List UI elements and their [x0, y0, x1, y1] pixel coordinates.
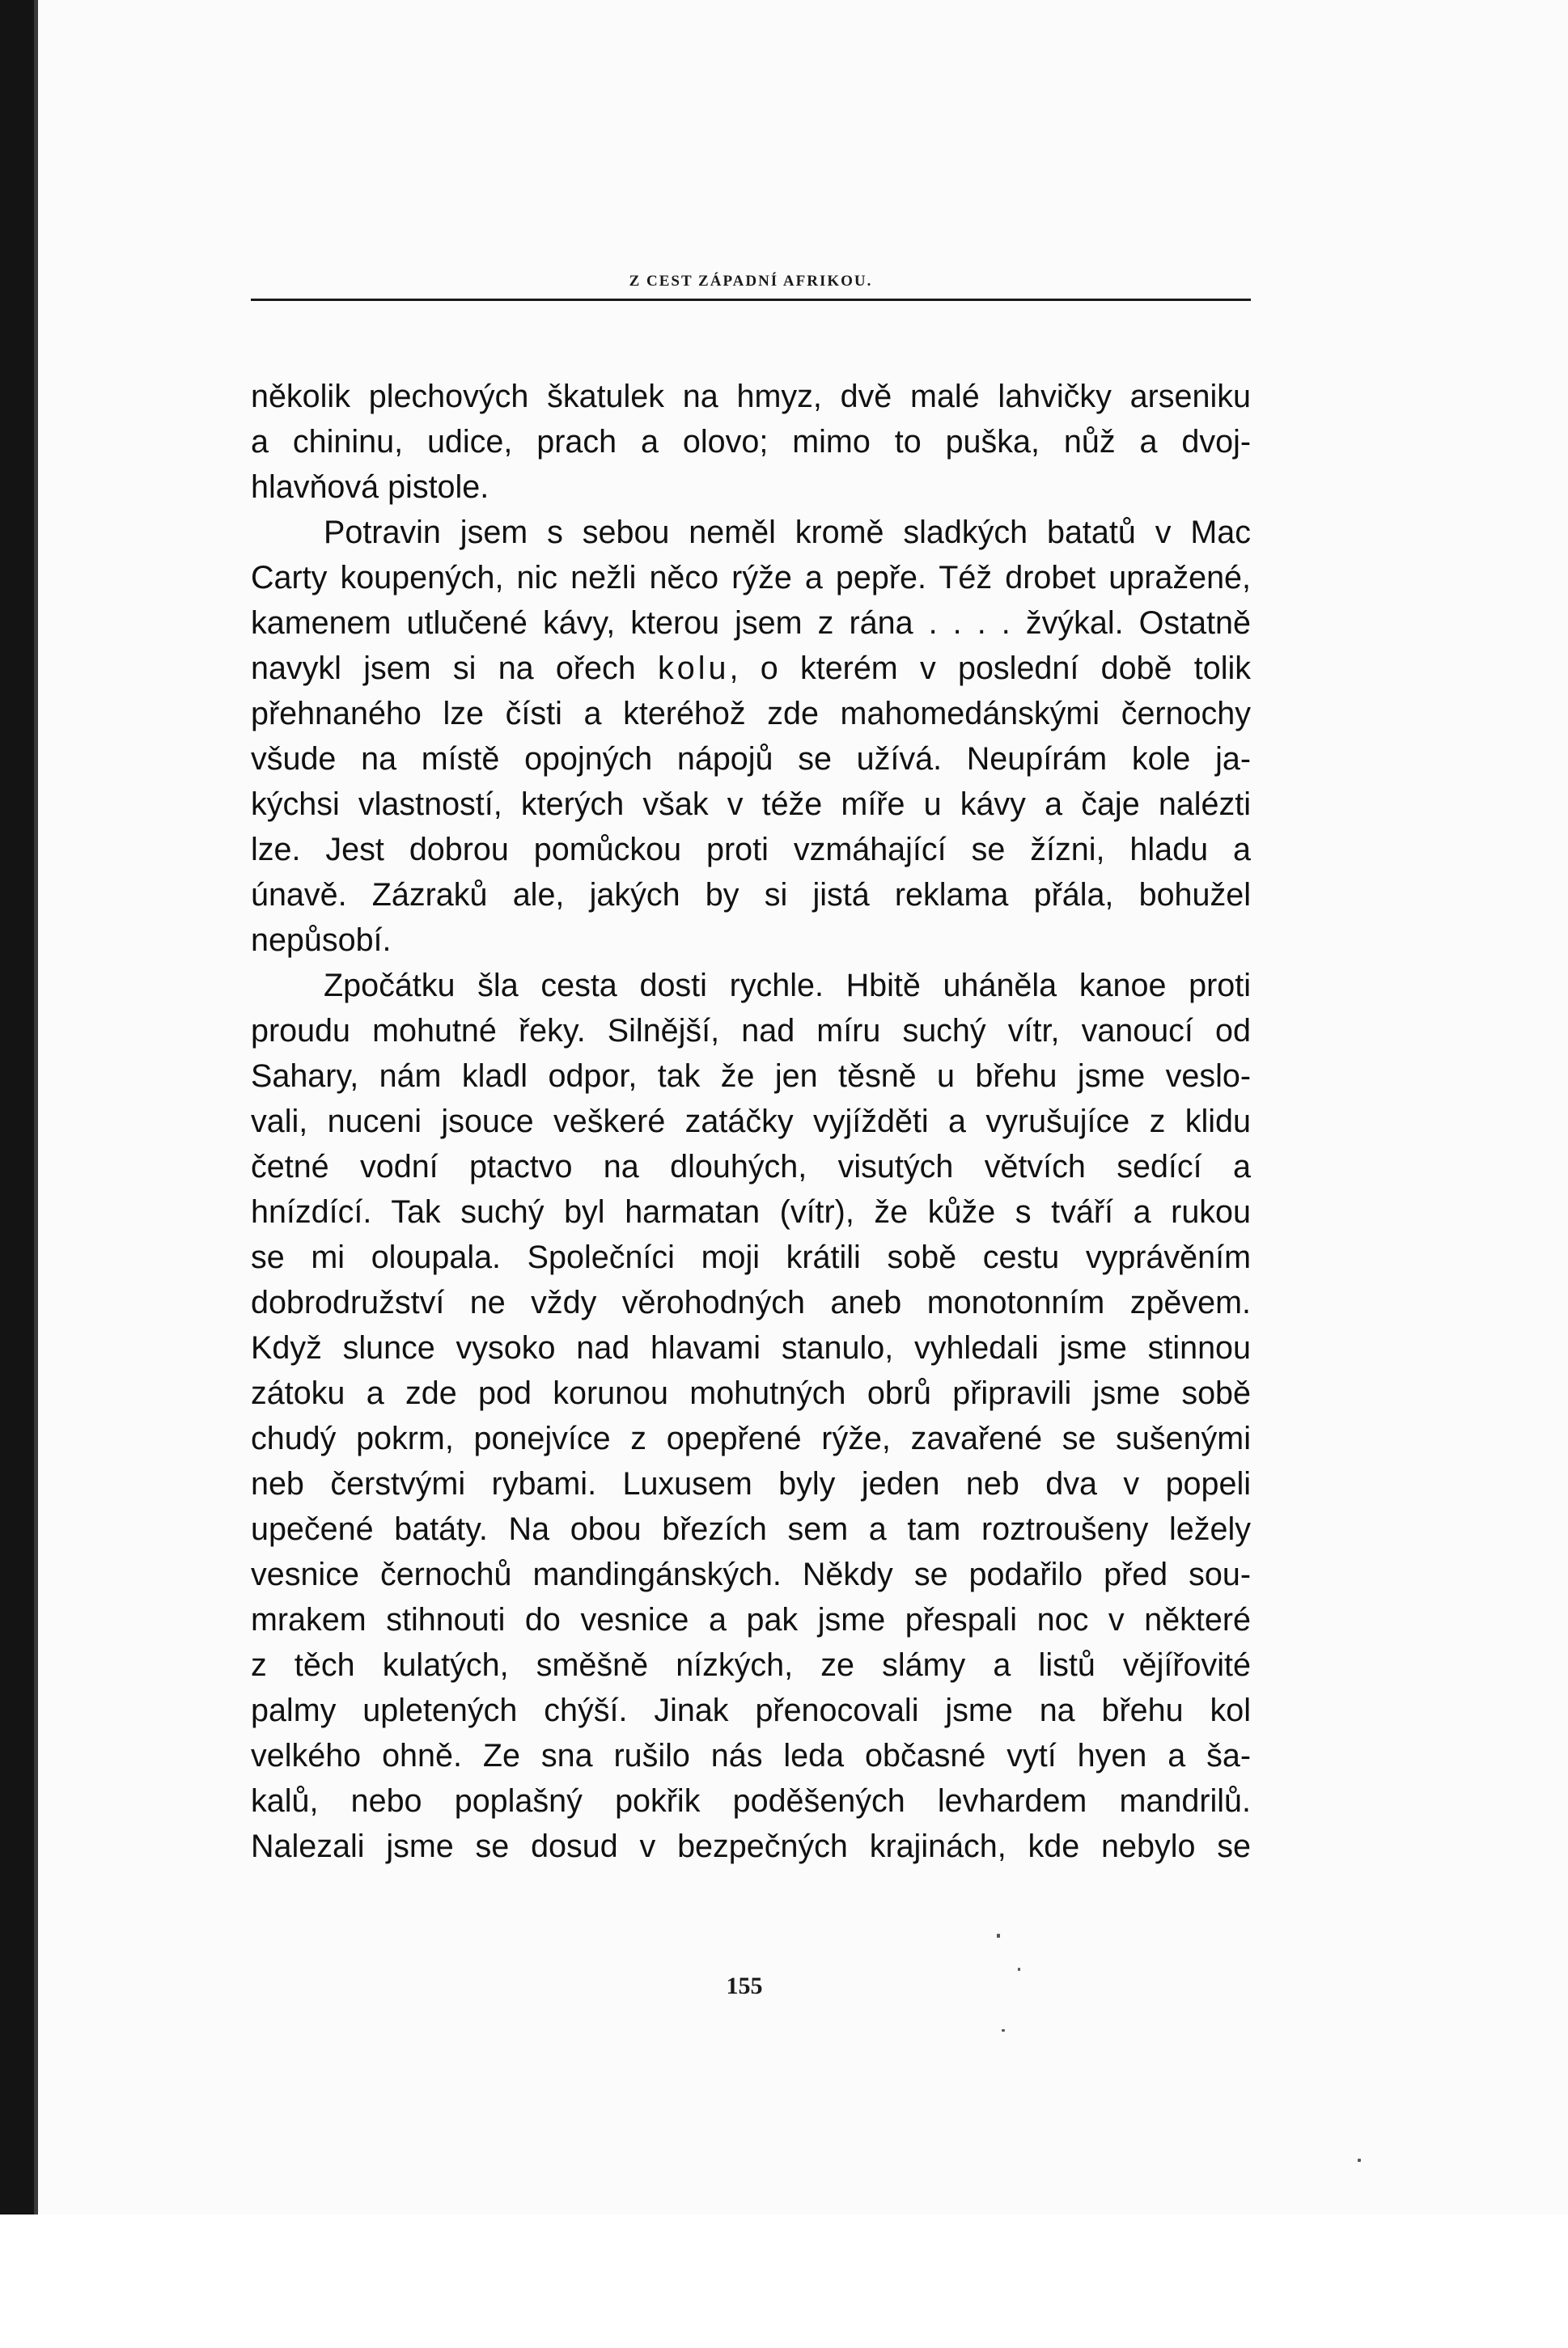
- text-segment: navykl jsem si na ořech: [251, 651, 636, 686]
- scan-speck: [997, 1934, 1000, 1938]
- text-line: kýchsi vlastností, kterých však v téže míře u kávy a čaje nalézti: [251, 786, 1251, 822]
- header-rule: [251, 299, 1251, 301]
- text-line: několik plechových škatulek na hmyz, dvě malé lahvičky arseniku: [251, 379, 1251, 414]
- text-line: Zpočátku šla cesta dosti rychle. Hbitě uháněla kanoe proti: [324, 968, 1251, 1003]
- text-line: Potravin jsem s sebou neměl kromě sladkých batatů v Mac: [324, 515, 1251, 550]
- text-line: a chininu, udice, prach a olovo; mimo to puška, nůž a dvoj-: [251, 424, 1251, 460]
- text-line: Nalezali jsme se dosud v bezpečných krajinách, kde nebylo se: [251, 1829, 1251, 1864]
- text-line: hnízdící. Tak suchý byl harmatan (vítr), že kůže s tváří a rukou: [251, 1194, 1251, 1230]
- text-line: kamenem utlučené kávy, kterou jsem z rána . . . . žvýkal. Ostatně: [251, 605, 1251, 641]
- text-line: mrakem stihnouti do vesnice a pak jsme přespali noc v některé: [251, 1602, 1251, 1638]
- text-line: dobrodružství ne vždy věrohodných aneb monotonním zpěvem.: [251, 1285, 1251, 1320]
- scan-speck: [1002, 2029, 1005, 2032]
- running-title: Z CEST ZÁPADNÍ AFRIKOU.: [629, 273, 873, 290]
- text-line: palmy upletených chýší. Jinak přenocovali jsme na břehu kol: [251, 1693, 1251, 1728]
- text-line: chudý pokrm, ponejvíce z opepřené rýže, zavařené se sušenými: [251, 1421, 1251, 1456]
- text-line: velkého ohně. Ze sna rušilo nás leda občasné vytí hyen a ša-: [251, 1738, 1251, 1774]
- text-line: [251, 646, 1251, 691]
- text-line: Carty koupených, nic nežli něco rýže a pepře. Též drobet upražené,: [251, 560, 1251, 595]
- text-line: četné vodní ptactvo na dlouhých, visutých větvích sedící a: [251, 1149, 1251, 1185]
- text-line: lze. Jest dobrou pomůckou proti vzmáhající se žízni, hladu a: [251, 832, 1251, 867]
- text-line: přehnaného lze čísti a kteréhož zde mahomedánskými černochy: [251, 696, 1251, 731]
- body-text: [251, 374, 1251, 2348]
- text-line: vesnice černochů mandingánských. Někdy se podařilo před sou-: [251, 1557, 1251, 1592]
- text-line: zátoku a zde pod korunou mohutných obrů připravili jsme sobě: [251, 1375, 1251, 1411]
- spaced-emphasis-word: kolu: [658, 651, 730, 686]
- text-line: neb čerstvými rybami. Luxusem byly jeden neb dva v popeli: [251, 1466, 1251, 1502]
- scan-border-left: [0, 0, 34, 2214]
- text-line: hlavňová pistole.: [251, 469, 489, 505]
- text-line: všude na místě opojných nápojů se užívá. Neupírám kole ja-: [251, 741, 1251, 777]
- text-line: upečené batáty. Na obou březích sem a tam roztroušeny ležely: [251, 1511, 1251, 1547]
- scan-speck: [1358, 2159, 1361, 2162]
- text-line: Sahary, nám kladl odpor, tak že jen těsně u břehu jsme veslo-: [251, 1058, 1251, 1094]
- text-line: se mi oloupala. Společníci moji krátili sobě cestu vyprávěním: [251, 1240, 1251, 1275]
- text-line: Když slunce vysoko nad hlavami stanulo, vyhledali jsme stinnou: [251, 1330, 1251, 1366]
- text-segment: , o kterém v poslední době tolik: [729, 651, 1251, 686]
- page-number: 155: [726, 1973, 763, 1999]
- text-line: únavě. Zázraků ale, jakých by si jistá reklama přála, bohužel: [251, 877, 1251, 913]
- text-line: z těch kulatých, směšně nízkých, ze slámy a listů vějířovité: [251, 1647, 1251, 1683]
- text-line: proudu mohutné řeky. Silnější, nad míru suchý vítr, vanoucí od: [251, 1013, 1251, 1049]
- text-line: nepůsobí.: [251, 922, 392, 958]
- text-line: kalů, nebo poplašný pokřik poděšených levhardem mandrilů.: [251, 1783, 1251, 1819]
- text-line: vali, nuceni jsouce veškeré zatáčky vyjížděti a vyrušujíce z klidu: [251, 1104, 1251, 1139]
- scan-speck: [1018, 1968, 1020, 1971]
